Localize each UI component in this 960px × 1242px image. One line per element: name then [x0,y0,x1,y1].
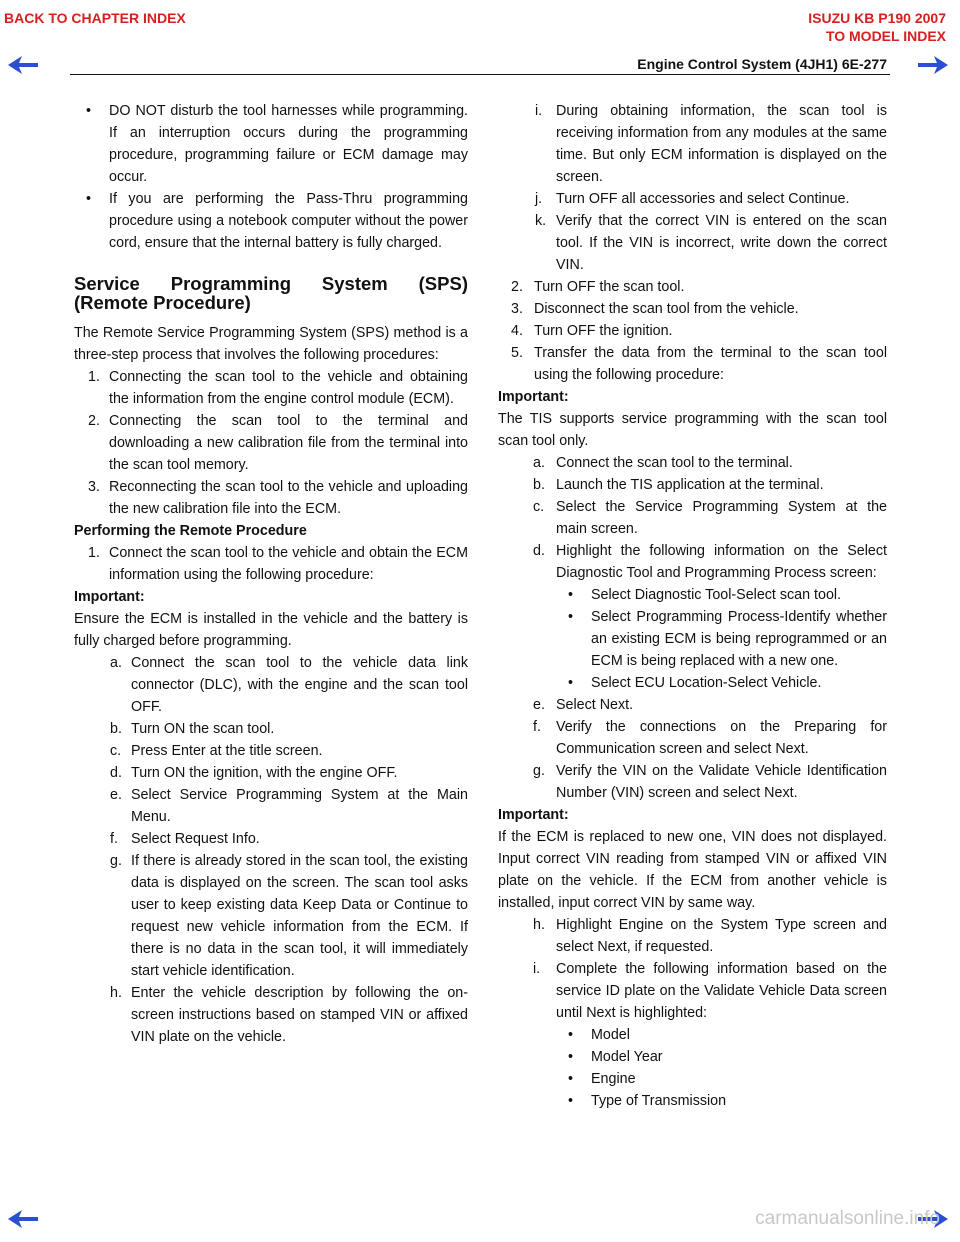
bullet-item: • Select Diagnostic Tool-Select scan tool. [498,584,887,606]
section-heading: Service Programming System (SPS) [74,273,468,294]
bullet-dot: • [568,1027,574,1043]
list-item: 2. Connecting the scan tool to the terminal and downloading a new calibration file from the terminal into the scan tool memory. [88,413,468,473]
list-item: c. Press Enter at the title screen. [110,743,323,759]
bullet-dot: • [568,675,574,691]
list-item: d. Highlight the following information on the Select Diagnostic Tool and Programming Process screen: [533,543,887,581]
bullet-item: • Type of Transmission [498,1090,887,1112]
list-item: 4. Turn OFF the ignition. [511,323,673,339]
list-item: 3. Reconnecting the scan tool to the vehicle and uploading the new calibration file into the ECM. [88,479,468,517]
previous-page-arrow-bottom-icon[interactable] [8,1210,38,1228]
right-column [498,100,887,1112]
bullet-item: • Select ECU Location-Select Vehicle. [498,672,887,694]
section-heading-line2: (Remote Procedure) [74,292,251,313]
watermark: carmanualsonline.info [755,1208,940,1229]
list-item: f. Select Request Info. [110,831,260,847]
bullet-dot: • [568,1093,574,1109]
bullet-dot: • [86,103,92,119]
list-item: 1. Connecting the scan tool to the vehicle and obtaining the information from the engine control module (ECM). [88,369,468,407]
subheading: Performing the Remote Procedure [74,523,307,539]
header-rule [70,74,890,75]
back-to-chapter-index-link[interactable]: BACK TO CHAPTER INDEX [4,10,186,26]
important-label: Important: [498,389,569,405]
bullet-item: • Model Year [498,1046,887,1068]
to-model-index-link[interactable]: TO MODEL INDEX [825,28,946,44]
list-item: d. Turn ON the ignition, with the engine OFF. [110,765,398,781]
list-item: 2. Turn OFF the scan tool. [511,279,685,295]
list-item: 5. Transfer the data from the terminal to the scan tool using the following procedure: [511,345,887,383]
important-text: Ensure the ECM is installed in the vehicle and the battery is fully charged before programming. [74,611,468,649]
list-item: h. Highlight Engine on the System Type screen and select Next, if requested. [533,917,887,955]
bullet-dot: • [568,609,574,625]
important-text: If the ECM is replaced to new one, VIN does not displayed. Input correct VIN reading from stamped VIN or affixed VIN plate on the vehicle. If the ECM from another vehicle is installed, input correct VIN by same way. [498,829,887,911]
bullet-item: • Model [498,1024,887,1046]
left-column [74,100,468,1048]
next-page-arrow-icon[interactable] [918,56,948,74]
list-item: f. Verify the connections on the Preparing for Communication screen and select Next. [533,719,887,757]
list-item: i. Complete the following information based on the service ID plate on the Validate Vehicle Data screen until Next is highlighted: [533,961,887,1021]
bullet-item: • Select Programming Process-Identify whether an existing ECM is being reprogrammed or an ECM is being replaced with a new one. [498,606,887,672]
bullet-dot: • [568,587,574,603]
important-label: Important: [74,589,145,605]
list-item: 3. Disconnect the scan tool from the vehicle. [511,301,799,317]
list-item: h. Enter the vehicle description by following the on-screen instructions based on stamped VIN or affixed VIN plate on the vehicle. [110,985,468,1045]
list-item: g. Verify the VIN on the Validate Vehicle Identification Number (VIN) screen and select Next. [533,763,887,801]
list-item: g. If there is already stored in the scan tool, the existing data is displayed on the screen. The scan tool asks user to keep existing data Keep Data or Continue to request new vehicle information from the ECM. If there is no data in the scan tool, it will immediately start vehicle identification. [110,853,468,979]
list-item: e. Select Next. [533,697,634,713]
list-item: a. Connect the scan tool to the terminal. [533,455,793,471]
bullet-item: • Engine [498,1068,887,1090]
list-item: b. Launch the TIS application at the terminal. [533,477,824,493]
model-title-link[interactable]: ISUZU KB P190 2007 [808,10,946,26]
bullet-item: • If you are performing the Pass-Thru programming procedure using a notebook computer without the power cord, ensure that the internal battery is fully charged. [74,188,468,254]
bullet-dot: • [86,191,92,207]
bullet-dot: • [568,1071,574,1087]
important-text: The TIS supports service programming with the scan tool scan tool only. [498,411,887,449]
bullet-dot: • [568,1049,574,1065]
important-label: Important: [498,807,569,823]
bullet-item: • DO NOT disturb the tool harnesses while programming. If an interruption occurs during the programming procedure, programming failure or ECM damage may occur. [74,100,468,188]
list-item: c. Select the Service Programming System at the main screen. [533,499,887,537]
list-item: k. Verify that the correct VIN is entered on the scan tool. If the VIN is incorrect, write down the correct VIN. [535,213,887,273]
list-item: b. Turn ON the scan tool. [110,721,275,737]
list-item: e. Select Service Programming System at the Main Menu. [110,787,468,825]
list-item: j. Turn OFF all accessories and select Continue. [535,191,850,207]
list-item: 1. Connect the scan tool to the vehicle and obtain the ECM information using the following procedure: [88,545,468,583]
list-item: a. Connect the scan tool to the vehicle data link connector (DLC), with the engine and the scan tool OFF. [110,655,468,715]
page-header: Engine Control System (4JH1) 6E-277 [637,56,887,72]
intro-paragraph: The Remote Service Programming System (SPS) method is a three-step process that involves the following procedures: [74,325,468,363]
previous-page-arrow-icon[interactable] [8,56,38,74]
list-item: i. During obtaining information, the scan tool is receiving information from any modules at the same time. But only ECM information is displayed on the screen. [535,103,887,185]
